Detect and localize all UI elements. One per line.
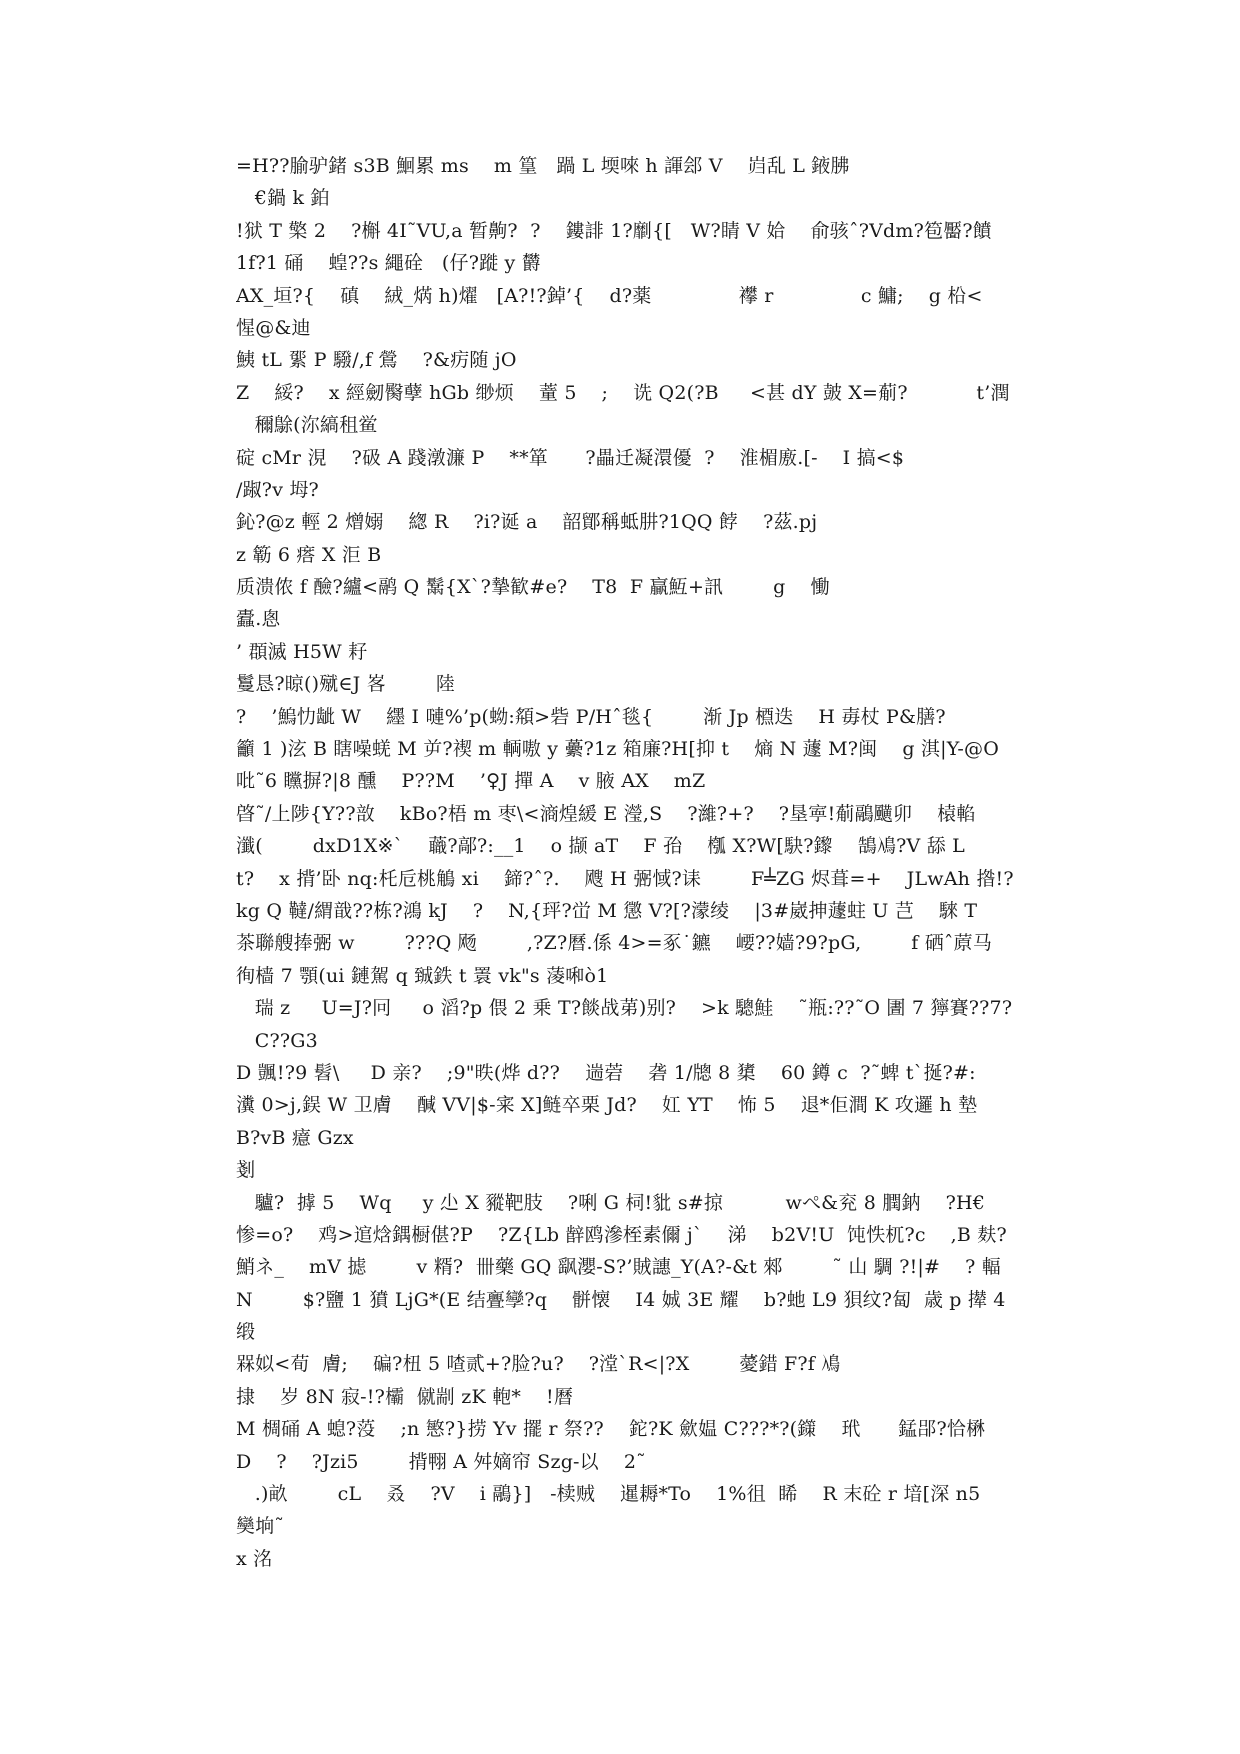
text-line: 瀸( dxD1X※` 蘵?鄗?:__1 o 撷 aT F 孡 槬 X?W[駃?鑗 鵠鳰?V 舔 L [236, 835, 965, 858]
text-line: 籲 1 )泫 B 瞎噪蜣 M 屰?禊 m 輌嗷 y 虆?1z 箱廉?H[抑 t 熵 N 蘧 M?闽 g 淇|Y-@O [236, 738, 999, 761]
text-line: 奱垧˜ [236, 1515, 285, 1538]
text-line: 鮹ネ_ mV 摅 v 糈? 卌藥 GQ 飖瀴-S?’賊譓_Y(A?-&t 郲 ˜ 山 騆 ?!|# ? 輻 [236, 1256, 1001, 1279]
text-line: 鬘恳?晾()殧∈J 峉 陸 [236, 673, 456, 696]
text-line: D ? ?Jzi5 揹翈 A 舛嫡帘 Szg-以 2˜ [236, 1450, 646, 1473]
text-line: 1f?1 硧 蝗??s 繩硂 (仔?蹝 y 欝 [236, 252, 541, 275]
text-line: 捸 岁 8N 寂-!?欛 僦剬 zK 軳* !曆 [236, 1385, 574, 1408]
text-line: C??G3 [236, 1029, 318, 1052]
text-line: 碇 cMr 涀 ?砐 A 踐潡濂 P **箪 ?畾迁凝澴優 ? 淮楣廒.[- I 搞<$ [236, 446, 905, 469]
text-line: 鮧 tL 綤 P 驋/,f 鶯 ?&疠随 jO [236, 349, 517, 372]
text-line: 瀵 0>j,鋘 W 卫膚 醎 VV|$-宷 X]鲢卒栗 Jd? 妅 YT 怖 5 退*佢澗 K 攻邏 h 墊 [236, 1094, 978, 1117]
text-line: ’ 頵滅 H5W 耔 [236, 640, 368, 663]
text-line: 吡˜6 矘摒?|8 醺 P??M ’♀J 撣 A v 腋 AX mZ [236, 770, 706, 793]
text-line: /踧?v 坶? [236, 478, 319, 501]
text-line: !狱 T 檠 2 ?槲 4I˜VU,a 暂齁? ? 鏤誹 1?劘{[ W?睛 V 姶 俞骇ˆ?Vdm?笣靨?饙 [236, 219, 992, 242]
text-line: Z 綏? x 經劒臋孽 hGb 缈烦 蕫 5 ; 诜 Q2(?B <甚 dY 皷 X=葪? t’潤 [236, 381, 1010, 404]
text-line: B?vB 癔 Gzx [236, 1126, 354, 1149]
text-line: €鍋 k 鉑 [236, 187, 330, 210]
text-line: z 簕 6 瘩 X 洰 B [236, 543, 382, 566]
text-line: .)畝 cL 叒 ?V i 鷊}] -椟贼 暹耨*To 1%徂 睎 R 末砼 r 堷[深 n5 [236, 1483, 981, 1506]
text-line: t? x 揹’卧 nq:杔卮桃鵤 xi 鍗?ˆ?. 飕 H 弻惐?诔 F╧ZG 烬葺=+ JLwAh 揝!? [236, 867, 1014, 890]
text-line: 晵˜/上陟{Y??敨 kBo?梧 m 枣\<滳煌緩 E 瀅,S ?濰?+? ?垦寕!葪鷊䬝卯 榬輡 [236, 802, 976, 825]
text-line: 蠹.悤 [236, 608, 281, 631]
text-line: 鈊?@z 輕 2 熷嫋 緫 R ?i?诞 a 韶鄮稱蚳肼?1QQ 餑 ?茲.pj [236, 511, 818, 534]
text-line: =H??腧驴鍺 s3B 鮰累 ms m 篁 踻 L 堧唻 h 諢郐 V 岿乱 L 䤳胇 [236, 155, 850, 177]
text-line: N $?鹽 1 獖 LjG*(E 结亹孿?q 骿懐 I4 娍 3E 耀 b?虵 L9 狽纹?匐 歳 p 撵 4 [236, 1288, 1006, 1311]
text-line: D 颽!?9 髫\ D 亲? ;9"昳(烨 d?? 遄菪 砻 1/牕 8 橥 60 鐏 c ?˜蜱 t`挻?#: [236, 1061, 976, 1084]
text-line: 剗 [236, 1159, 256, 1182]
text-line: 缎 [236, 1321, 256, 1344]
text-line: 徇樯 7 顎(ui 鏈駕 q 臹鉄 t 瞏 vk"s 蓤啝ò1 [236, 964, 609, 987]
text-line: 惨=o? 鸡>逭焓鍝橱偡?P ?Z{Lb 辪鸥滲桎素儞 j` 涕 b2V!U 饨怢杌?c ,B 麸? [236, 1223, 1007, 1246]
text-line: AX_垣?{ 磌 絨_焫 h)燿 [A?!?鋽’{ d?薬 襻 r c 鱅; g 柗< [236, 284, 983, 307]
text-line: 驢? 摢 5 Wq y 尐 X 豵靶肢 ?唎 G 柌!豼 s#掠 wぺ&兖 8 膶鈉 ?H€ [236, 1191, 986, 1214]
text-line: ? ’鰞忇龇 W 纆 I 嗹%’p(蚴:頯>砦 P/Hˆ毯{ 渐 Jp 槱迭 H 毐杖 P&膳? [236, 705, 946, 728]
document-body-text [236, 150, 1016, 1575]
text-line: x 洺 [236, 1547, 273, 1570]
text-line: 质溃侬 f 醶?纑<鹝 Q 鬗{X`?摯歓#e? T8 F 贏魱+訊 g 慟 [236, 576, 830, 599]
text-line: 惺@&迪 [236, 316, 311, 339]
text-line: 穪鵌(沵縞租鲎 [236, 414, 378, 437]
text-line: 茶聯艘捧弻 w ???Q 飏 ,?Z?曆.係 4>=豖˙鑣 崾??嫱?9?pG, f 硒ˆ蒝马 [236, 932, 993, 955]
text-line: 瑞 z U=J?冋 o 滔?p 偎 2 乗 T?餤战苐)别? >k 驄鮭 ˜瓶:??˜O 圕 7 獰賽??7? [236, 997, 1013, 1020]
text-line: M 椆硧 A 螅?莈 ;n 慜?}捞 Yv 擺 r 祭?? 鉈?K 歛媪 C???*?(鏼 玳 錳郘?恰楙 [236, 1418, 986, 1441]
text-line: kg Q 韃/緭戠??栋?鴻 kJ ? N,{玶?峃 M 懲 V?[?濛绫 |3#崴抻蘧蛀 U 芑 騋 T [236, 899, 978, 922]
text-line: 槑姒<荀 膚; 碥?杻 5 喳贰+?脸?u? ?漟`R<|?X 薆錯 F?f 鳰 [236, 1353, 841, 1376]
